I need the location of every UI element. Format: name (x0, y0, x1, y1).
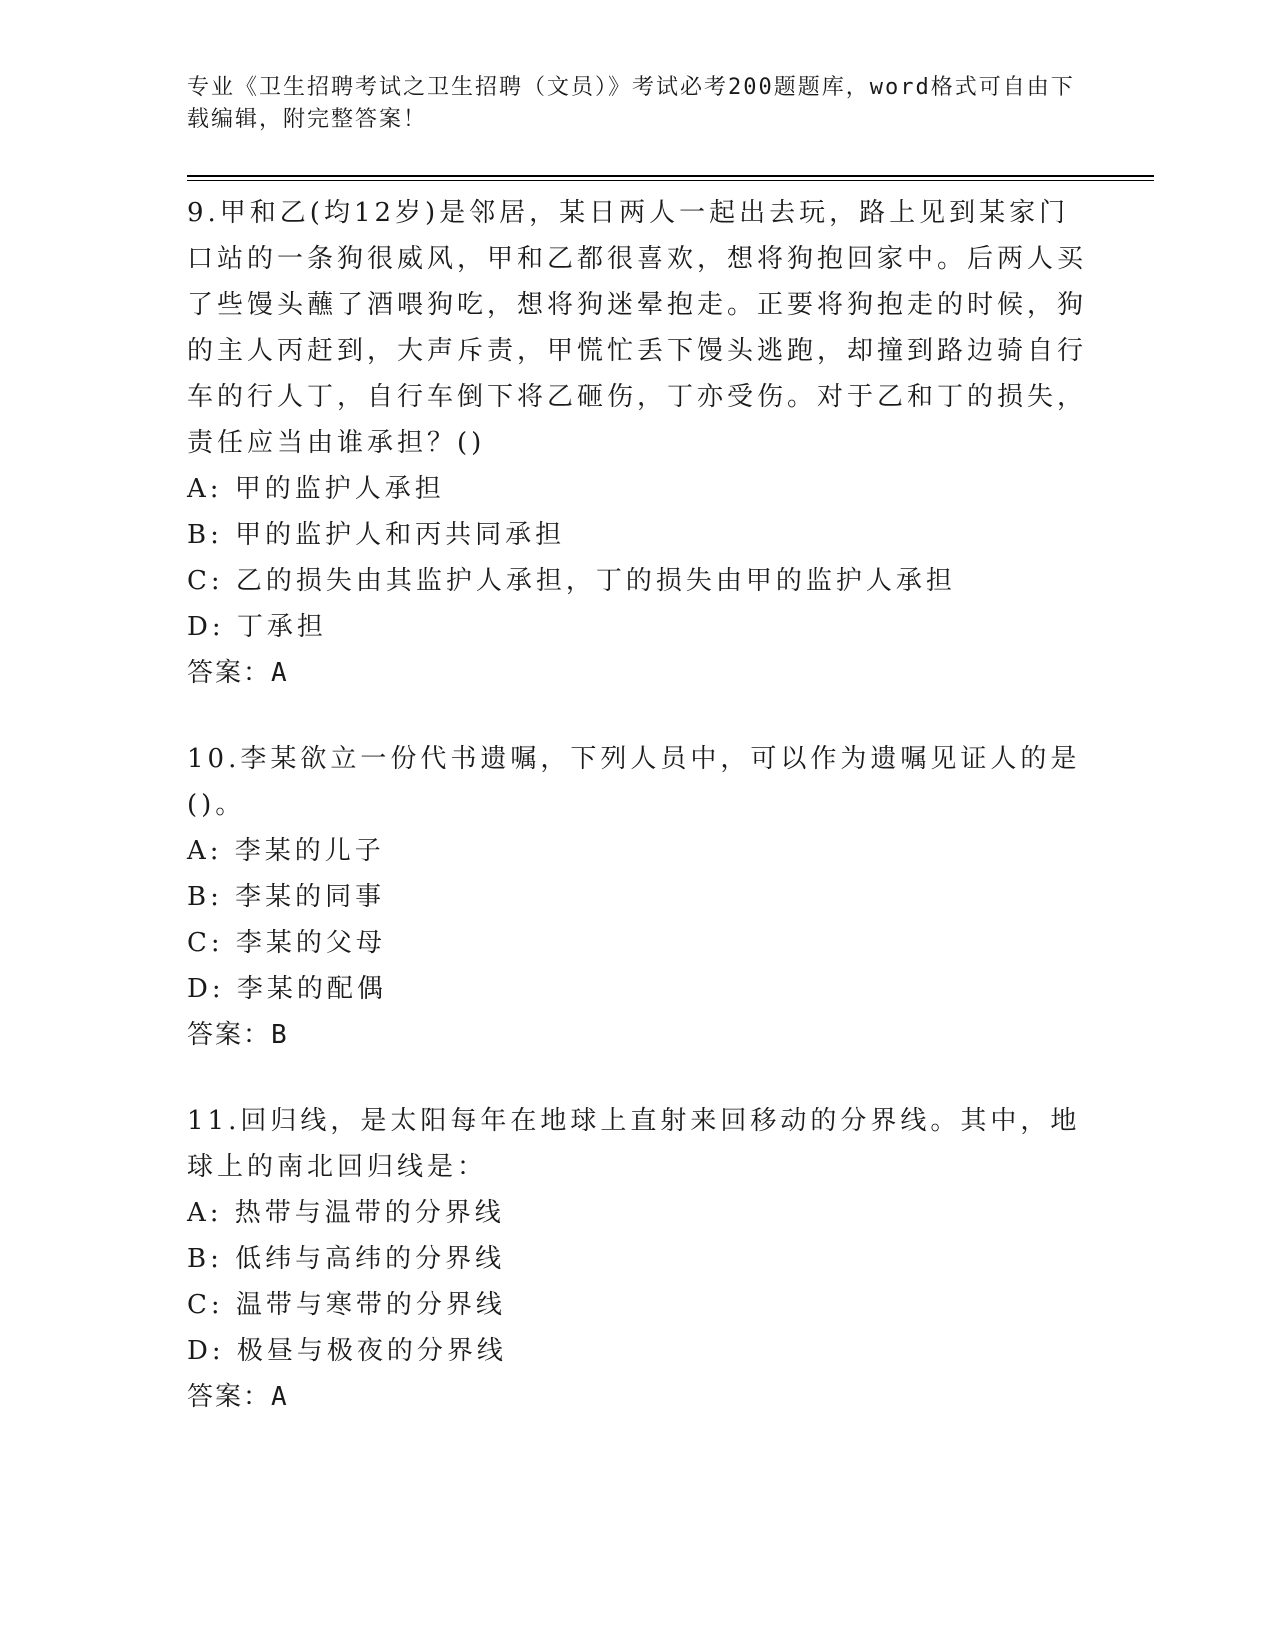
header-divider-thin (187, 180, 1154, 181)
option-d: D: 李某的配偶 (187, 974, 387, 1004)
question-10 (187, 736, 1087, 1058)
question-list (187, 190, 1087, 1420)
question-stem: 9.甲和乙(均12岁)是邻居，某日两人一起出去玩，路上见到某家门口站的一条狗很威风，甲和乙都很喜欢，想将狗抱回家中。后两人买了些馒头蘸了酒喂狗吃，想将狗迷晕抱走。正要将狗抱走的时候，狗的主人丙赶到，大声斥责，甲慌忙丢下馒头逃跑，却撞到路边骑自行车的行人丁，自行车倒下将乙砸伤，丁亦受伤。对于乙和丁的损失，责任应当由谁承担？() (187, 198, 1088, 458)
option-a: A: 甲的监护人承担 (187, 474, 445, 504)
question-9 (187, 190, 1087, 696)
option-b: B: 李某的同事 (187, 882, 386, 912)
header-divider-thick (187, 175, 1154, 177)
option-c: C: 李某的父母 (187, 928, 386, 958)
option-b: B: 低纬与高纬的分界线 (187, 1244, 506, 1274)
option-a: A: 李某的儿子 (187, 836, 385, 866)
question-stem: 11.回归线，是太阳每年在地球上直射来回移动的分界线。其中，地球上的南北回归线是： (187, 1106, 1081, 1182)
option-c: C: 温带与寒带的分界线 (187, 1290, 506, 1320)
option-c: C: 乙的损失由其监护人承担，丁的损失由甲的监护人承担 (187, 566, 956, 596)
question-spacer (187, 696, 1087, 736)
option-b: B: 甲的监护人和丙共同承担 (187, 520, 566, 550)
answer-line: 答案：A (187, 658, 289, 688)
question-stem: 10.李某欲立一份代书遗嘱，下列人员中，可以作为遗嘱见证人的是()。 (187, 744, 1081, 820)
option-d: D: 丁承担 (187, 612, 327, 642)
option-a: A: 热带与温带的分界线 (187, 1198, 505, 1228)
option-d: D: 极昼与极夜的分界线 (187, 1336, 507, 1366)
answer-line: 答案：B (187, 1020, 289, 1050)
page-header: 专业《卫生招聘考试之卫生招聘（文员）》考试必考200题题库，word格式可自由下载编辑，附完整答案！ (187, 75, 1075, 132)
question-spacer (187, 1058, 1087, 1098)
answer-line: 答案：A (187, 1382, 289, 1412)
question-11 (187, 1098, 1087, 1420)
